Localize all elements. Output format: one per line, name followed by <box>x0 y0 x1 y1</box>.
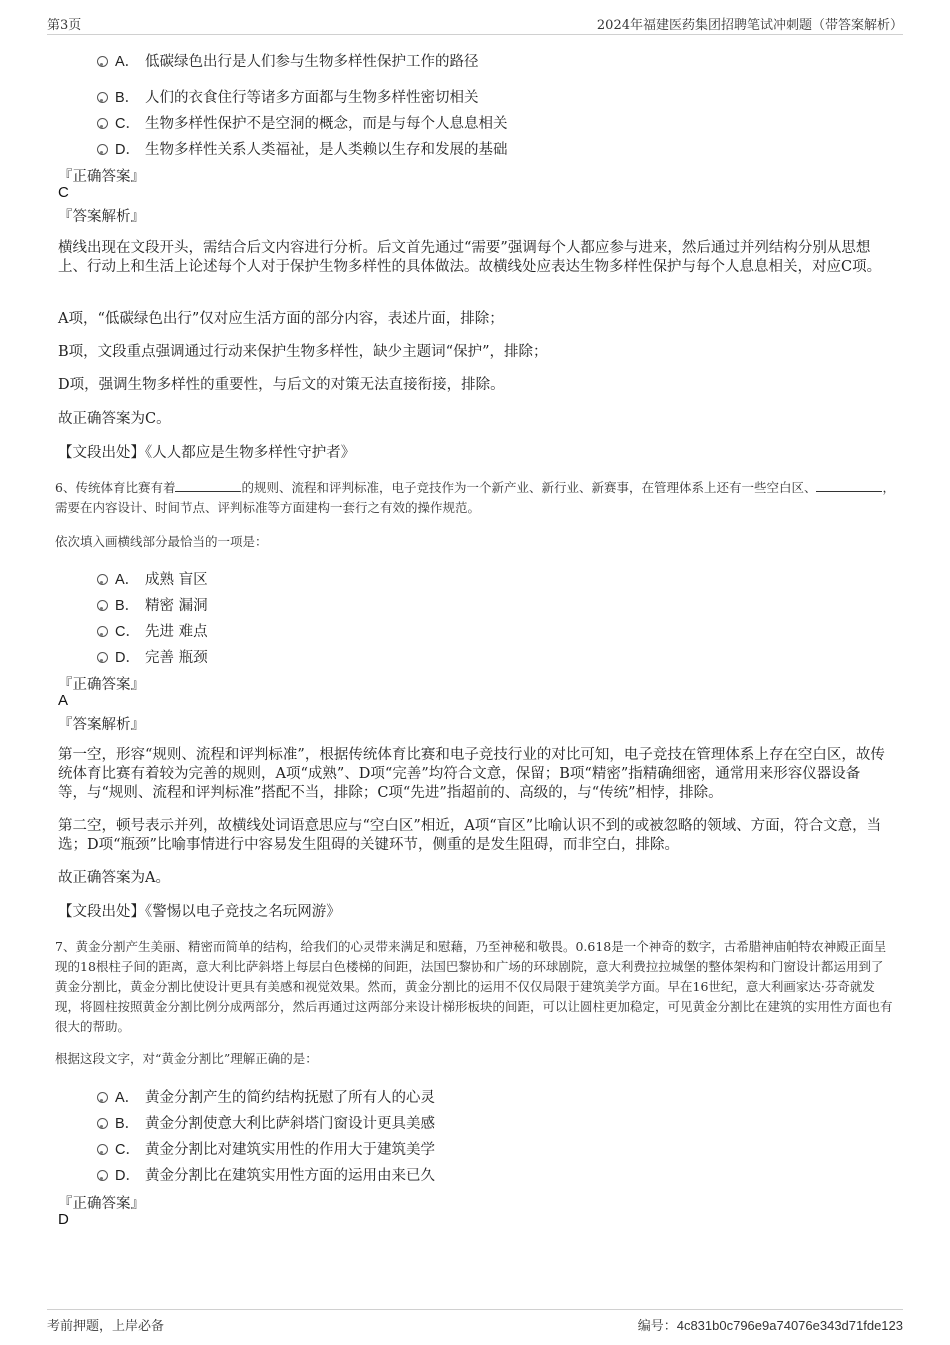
radio-icon[interactable] <box>97 574 108 585</box>
answer-label: 『正确答案』 <box>58 677 145 693</box>
analysis-label: 『答案解析』 <box>58 717 145 733</box>
analysis-paragraph: B项，文段重点强调通过行动来保护生物多样性，缺少主题词“保护”，排除； <box>58 344 548 360</box>
question-prompt: 根据这段文字，对“黄金分割比”理解正确的是： <box>55 1051 318 1066</box>
analysis-conclusion: 故正确答案为C。 <box>58 411 171 427</box>
radio-icon[interactable] <box>97 144 108 155</box>
analysis-label: 『答案解析』 <box>58 209 145 225</box>
document-title: 2024年福建医药集团招聘笔试冲刺题（带答案解析） <box>596 18 903 33</box>
answer-label: 『正确答案』 <box>58 1196 145 1212</box>
correct-answer: D <box>58 1211 69 1228</box>
document-id: 编号：4c831b0c796e9a74076e343d71fde123 <box>637 1318 903 1334</box>
source-citation: 【文段出处】《人人都应是生物多样性守护者》 <box>58 445 356 461</box>
radio-icon[interactable] <box>97 600 108 611</box>
correct-answer: A <box>58 692 69 709</box>
page-footer <box>47 1309 903 1334</box>
question-stem: 7、黄金分割产生美丽、精密而简单的结构，给我们的心灵带来满足和慰藉，乃至神秘和敬畏。0.618是一个神奇的数字，古希腊神庙帕特农神殿正面呈现的18根柱子间的距离，意大利比萨斜塔上每层白色楼梯的间距，法国巴黎协和广场的环球剧院，意大利费拉拉城堡的整体架构和门窗设计都运用到了黄金分割比，黄金分割比使设计更具有美感和视觉效果。然而，黄金分割比的运用不仅仅局限于建筑美学方面。早在16世纪，意大利画家达·芬奇就发现，将圆柱按照黄金分割比例分成两部分，然后再通过这两部分来设计梯形板块的间距，可以让圆柱更加稳定，可见黄金分割比在建筑的实用性方面也有很大的帮助。 <box>55 939 893 1034</box>
radio-icon[interactable] <box>97 1144 108 1155</box>
correct-answer: C <box>58 184 69 201</box>
radio-icon[interactable] <box>97 56 108 67</box>
page-header <box>47 14 903 35</box>
analysis-paragraph: 横线出现在文段开头，需结合后文内容进行分析。后文首先通过“需要”强调每个人都应参与进来，然后通过并列结构分别从思想上、行动上和生活上论述每个人对于保护生物多样性的具体做法。故横线处应表达生物多样性保护与每个人息息相关，对应C项。 <box>58 240 882 275</box>
radio-icon[interactable] <box>97 1170 108 1181</box>
source-citation: 【文段出处】《警惕以电子竞技之名玩网游》 <box>58 904 341 920</box>
radio-icon[interactable] <box>97 118 108 129</box>
analysis-conclusion: 故正确答案为A。 <box>58 870 170 886</box>
question-stem: 6、传统体育比赛有着 的规则、流程和评判标准，电子竞技作为一个新产业、新行业、新赛事，在管理体系上还有一些空白区、 ，需要在内容设计、时间节点、评判标准等方面建构一套行之有效的操作规范。 <box>55 480 895 515</box>
answer-label: 『正确答案』 <box>58 169 145 185</box>
radio-icon[interactable] <box>97 626 108 637</box>
radio-icon[interactable] <box>97 1118 108 1129</box>
footer-slogan: 考前押题，上岸必备 <box>47 1319 165 1334</box>
radio-icon[interactable] <box>97 1092 108 1103</box>
fill-blank <box>816 479 882 492</box>
page-number: 第3页 <box>47 18 82 33</box>
analysis-paragraph: D项，强调生物多样性的重要性，与后文的对策无法直接衔接，排除。 <box>58 377 505 393</box>
radio-icon[interactable] <box>97 92 108 103</box>
analysis-paragraph: 第二空，顿号表示并列，故横线处词语意思应与“空白区”相近，A项“盲区”比喻认识不到的或被忽略的领域、方面，符合文意，当选；D项“瓶颈”比喻事情进行中容易发生阻碍的关键环节，侧重的是发生阻碍，而非空白，排除。 <box>58 818 882 853</box>
radio-icon[interactable] <box>97 652 108 663</box>
question-prompt: 依次填入画横线部分最恰当的一项是： <box>55 534 268 549</box>
fill-blank <box>175 479 241 492</box>
analysis-paragraph: 第一空，形容“规则、流程和评判标准”，根据传统体育比赛和电子竞技行业的对比可知，电子竞技在管理体系上存在空白区，故传统体育比赛有着较为完善的规则，A项“成熟”、D项“完善”均符合文意，保留；B项“精密”指精确细密，通常用来形容仪器设备等，与“规则、流程和评判标准”搭配不当，排除；C项“先进”指超前的、高级的，与“传统”相悖，排除。 <box>58 747 885 801</box>
analysis-paragraph: A项，“低碳绿色出行”仅对应生活方面的部分内容，表述片面，排除； <box>58 311 504 327</box>
